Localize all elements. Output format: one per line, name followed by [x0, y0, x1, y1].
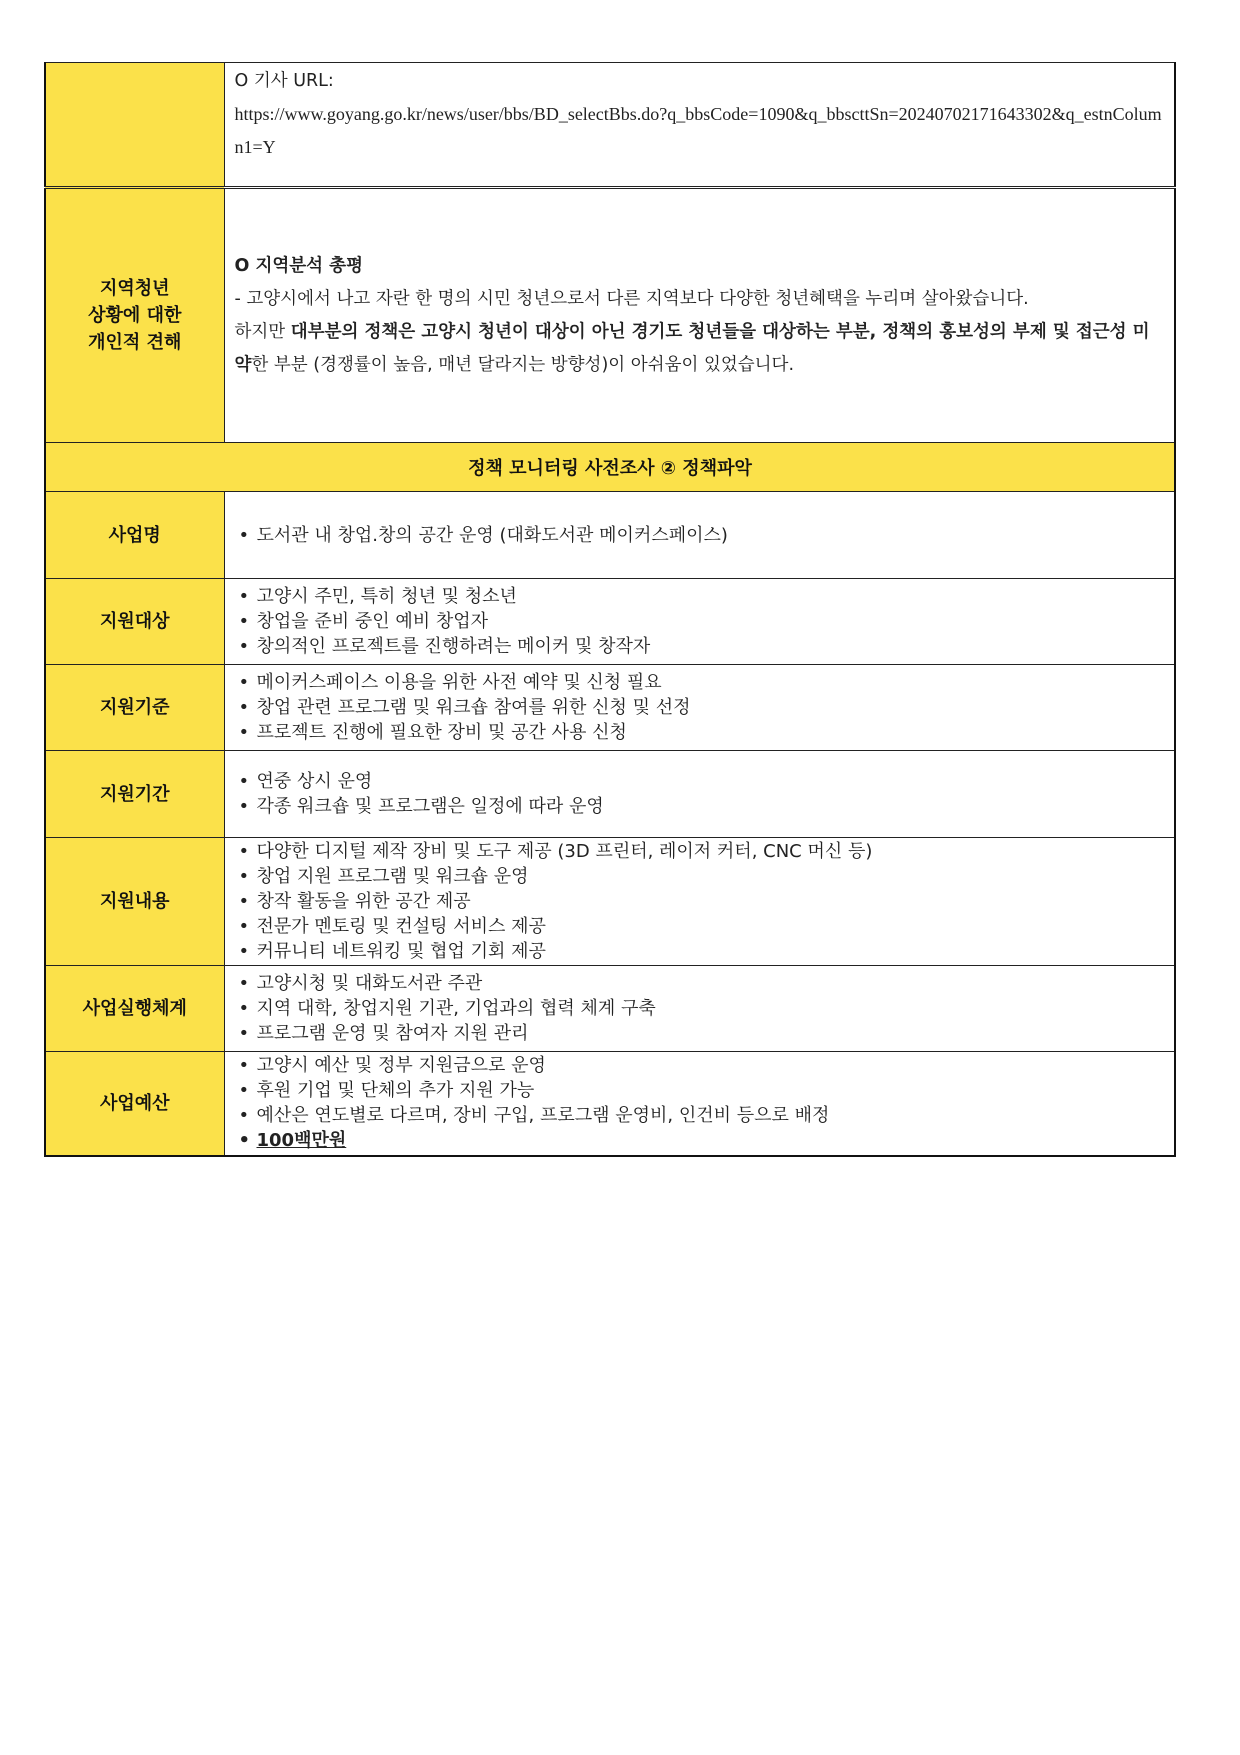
row-label: 사업예산	[45, 1052, 224, 1156]
opinion-label-cell	[45, 188, 224, 443]
analysis-heading: O 지역분석 총평	[234, 255, 363, 276]
article-label-cell	[45, 63, 224, 188]
list-item: • 지역 대학, 창업지원 기관, 기업과의 협력 체계 구축	[257, 996, 1165, 1021]
list-item: • 창업 관련 프로그램 및 워크숍 참여를 위한 신청 및 선정	[257, 695, 1165, 720]
row-label: 사업명	[45, 492, 224, 579]
list-item: • 후원 기업 및 단체의 추가 지원 가능	[257, 1078, 1165, 1103]
opinion-label-line-3: 개인적 견해	[88, 332, 182, 353]
article-cell	[224, 63, 1175, 188]
list-item: • 각종 워크숍 및 프로그램은 일정에 따라 운영	[257, 794, 1165, 819]
list-item: • 창의적인 프로젝트를 진행하려는 메이커 및 창작자	[257, 634, 1165, 659]
row-label: 지원기간	[45, 751, 224, 838]
row-label: 지원대상	[45, 579, 224, 665]
row-content	[224, 1052, 1175, 1156]
list-item: • 전문가 멘토링 및 컨설팅 서비스 제공	[257, 914, 1165, 939]
table-row	[45, 751, 1175, 838]
analysis-line-2	[235, 316, 1165, 382]
analysis-line-2-suffix: 한 부분 (경쟁률이 높음, 매년 달라지는 방향성)이 아쉬움이 있었습니다.	[251, 354, 795, 375]
list-item: • 메이커스페이스 이용을 위한 사전 예약 및 신청 필요	[257, 670, 1165, 695]
list-item: • 프로젝트 진행에 필요한 장비 및 공간 사용 신청	[257, 720, 1165, 745]
section-title: 정책 모니터링 사전조사 ② 정책파악	[45, 443, 1175, 492]
list-item: • 커뮤니티 네트워킹 및 협업 기회 제공	[257, 939, 1165, 964]
article-row	[45, 63, 1175, 188]
table-row	[45, 966, 1175, 1052]
row-label: 사업실행체계	[45, 966, 224, 1052]
opinion-label-line-1: 지역청년	[99, 278, 170, 299]
table-row	[45, 838, 1175, 966]
list-item: • 다양한 디지털 제작 장비 및 도구 제공 (3D 프린터, 레이저 커터, CNC 머신 등)	[257, 839, 1165, 864]
list-item: • 고양시 주민, 특히 청년 및 청소년	[257, 584, 1165, 609]
analysis-line-2-bold: 대부분의 정책은 고양시 청년이 대상이 아닌 경기도 청년들을 대상하는 부분, 정책의 홍보성의 부제 및 접근성 미약	[234, 321, 1150, 375]
list-item: • 연중 상시 운영	[257, 769, 1165, 794]
opinion-content-cell	[224, 188, 1175, 443]
opinion-label-line-2: 상황에 대한	[88, 305, 182, 326]
row-content	[224, 966, 1175, 1052]
policy-table	[44, 62, 1176, 1157]
section-header-row	[45, 443, 1175, 492]
list-item: • 창업 지원 프로그램 및 워크숍 운영	[257, 864, 1165, 889]
analysis-line-1: - 고양시에서 나고 자란 한 명의 시민 청년으로서 다른 지역보다 다양한 청년혜택을 누리며 살아왔습니다.	[234, 288, 1029, 309]
row-content	[224, 838, 1175, 966]
bullet-list	[235, 971, 1165, 1046]
list-item: • 창작 활동을 위한 공간 제공	[257, 889, 1165, 914]
row-label: 지원기준	[45, 665, 224, 751]
table-row	[45, 579, 1175, 665]
row-content	[224, 665, 1175, 751]
list-item: • 도서관 내 창업.창의 공간 운영 (대화도서관 메이커스페이스)	[257, 523, 1165, 548]
budget-amount: • 100백만원	[257, 1128, 1165, 1153]
table-row	[45, 492, 1175, 579]
bullet-list	[235, 1053, 1165, 1153]
row-content	[224, 492, 1175, 579]
bullet-list	[235, 523, 1165, 548]
policy-document	[44, 62, 1174, 1157]
analysis-line-2-prefix: 하지만	[234, 321, 291, 342]
bullet-list	[235, 769, 1165, 819]
list-item: • 프로그램 운영 및 참여자 지원 관리	[257, 1021, 1165, 1046]
row-content	[224, 751, 1175, 838]
opinion-row	[45, 188, 1175, 443]
article-url-link[interactable]: https://www.goyang.go.kr/news/user/bbs/BD_selectBbs.do?q_bbsCode=1090&q_bbscttSn=20240702171643302&q_estnColumn1=Y	[234, 104, 1162, 157]
bullet-list	[235, 584, 1165, 659]
row-label: 지원내용	[45, 838, 224, 966]
list-item: • 예산은 연도별로 다르며, 장비 구입, 프로그램 운영비, 인건비 등으로 배정	[257, 1103, 1165, 1128]
bullet-list	[235, 670, 1165, 745]
bullet-list	[235, 839, 1165, 964]
row-content	[224, 579, 1175, 665]
list-item: • 고양시 예산 및 정부 지원금으로 운영	[257, 1053, 1165, 1078]
list-item: • 고양시청 및 대화도서관 주관	[257, 971, 1165, 996]
list-item: • 창업을 준비 중인 예비 창업자	[257, 609, 1165, 634]
article-label: O 기사 URL:	[234, 71, 334, 91]
table-row	[45, 665, 1175, 751]
table-row	[45, 1052, 1175, 1156]
